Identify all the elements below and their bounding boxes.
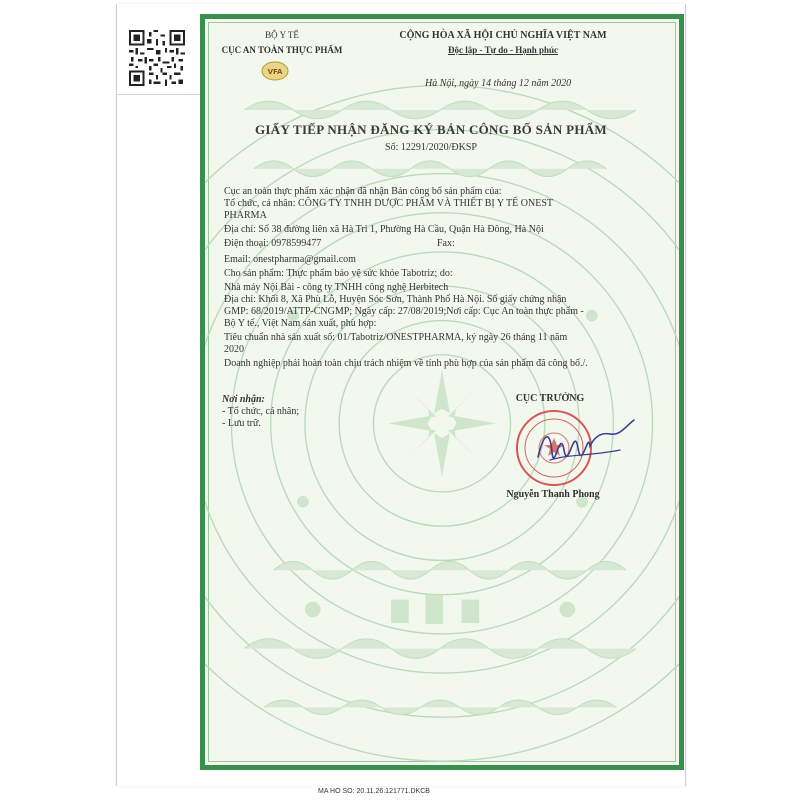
- signer-name: Nguyễn Thanh Phong: [506, 489, 600, 500]
- dossier-code: MA HO SO: 20.11.26.121771.DKCB: [318, 788, 430, 795]
- responsibility-text: Doanh nghiệp phải hoàn toàn chịu trách nhiệm về tính phù hợp của sản phẩm đã công bố./.: [224, 358, 588, 369]
- product-line: Cho sản phẩm: Thực phẩm bảo vệ sức khỏe Tabotriz; do:: [224, 268, 453, 279]
- factory-address-1: Địa chỉ: Khối 8, Xã Phù Lỗ, Huyện Sóc Sơn, Thành Phố Hà Nội. Số giấy chứng nhận: [224, 294, 567, 305]
- recipient-item: - Lưu trữ.: [222, 418, 261, 429]
- intro-text: Cục an toàn thực phẩm xác nhận đã nhận Bản công bố sản phẩm của:: [224, 186, 502, 197]
- organization-line-1: Tổ chức, cá nhân: CÔNG TY TNHH DƯỢC PHẨM VÀ THIẾT BỊ Y TẾ ONEST: [224, 198, 553, 209]
- factory-address-2: GMP: 68/2019/ATTP-CNGMP; Ngày cấp: 27/08/2019;Nơi cấp: Cục An toàn thực phẩm -: [224, 306, 584, 317]
- ministry-name: BỘ Y TẾ: [265, 30, 299, 40]
- divider: [116, 94, 200, 95]
- organization-address: Địa chỉ: Số 38 đường liên xã Hà Trì 1, Phường Hà Cầu, Quận Hà Đông, Hà Nội: [224, 224, 544, 235]
- phone: Điện thoại: 0978599477: [224, 238, 322, 249]
- organization-line-2: PHARMA: [224, 210, 267, 221]
- document-number: Số: 12291/2020/ĐKSP: [385, 142, 477, 153]
- vfa-logo: [261, 60, 289, 82]
- qr-code: [127, 30, 187, 86]
- standard-line-1: Tiêu chuẩn nhà sản xuất số: 01/Tabotriz/ONESTPHARMA, ký ngày 26 tháng 11 năm: [224, 332, 568, 343]
- standard-line-2: 2020: [224, 344, 244, 355]
- agency-name: CỤC AN TOÀN THỰC PHẨM: [221, 45, 343, 55]
- email: Email: onestpharma@gmail.com: [224, 254, 356, 265]
- republic-motto: Độc lập - Tự do - Hạnh phúc: [447, 45, 559, 55]
- factory-name: Nhà máy Nội Bài - công ty TNHH công nghệ Herbitech: [224, 282, 449, 293]
- signer-role: CỤC TRƯỞNG: [515, 393, 585, 404]
- fax: Fax:: [437, 238, 455, 249]
- factory-address-3: Bộ Y tế., Việt Nam sản xuất, phù hợp:: [224, 318, 377, 329]
- recipient-item: - Tổ chức, cá nhân;: [222, 406, 300, 417]
- recipients-heading: Nơi nhận:: [222, 394, 265, 405]
- republic-name: CỘNG HÒA XÃ HỘI CHỦ NGHĨA VIỆT NAM: [399, 30, 607, 41]
- document-title: GIẤY TIẾP NHẬN ĐĂNG KÝ BẢN CÔNG BỐ SẢN PHẨM: [254, 122, 608, 137]
- svg-text:VFA: VFA: [267, 68, 283, 76]
- issue-date: Hà Nội, ngày 14 tháng 12 năm 2020: [425, 78, 572, 89]
- handwritten-signature: [530, 412, 640, 472]
